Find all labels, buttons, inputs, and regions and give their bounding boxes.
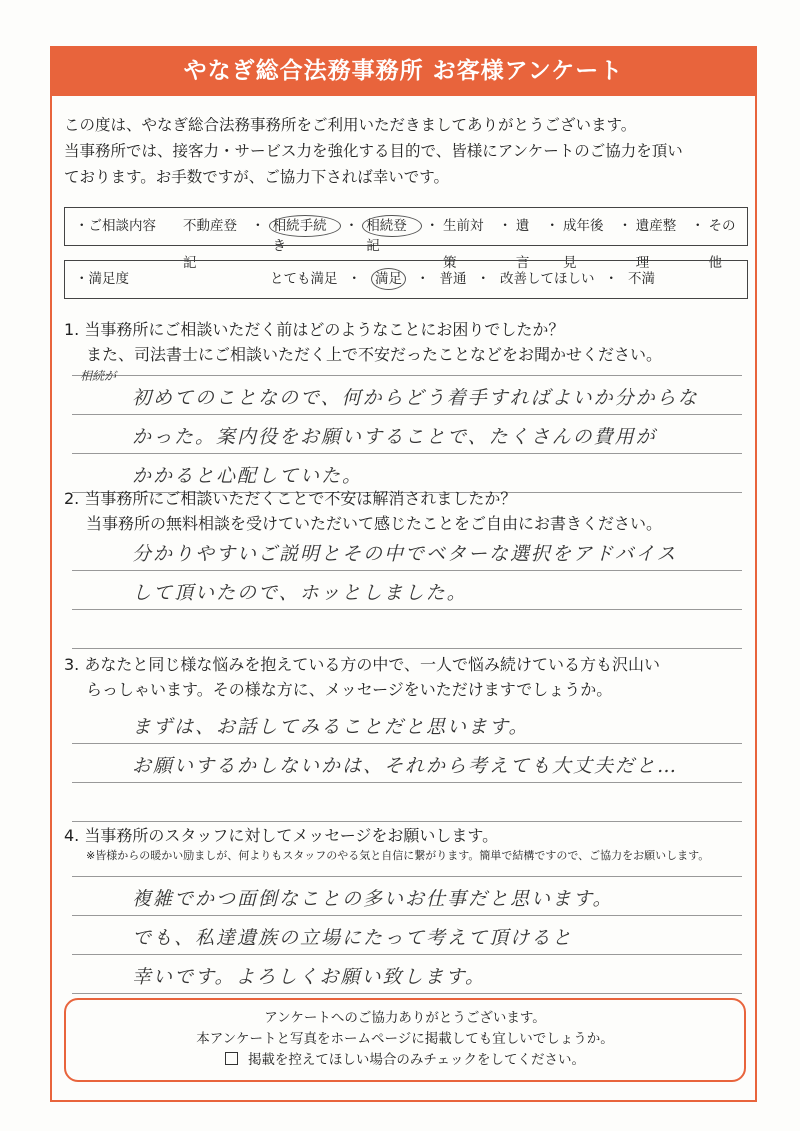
consult-option[interactable]: 生前対策 [443, 218, 484, 271]
handwritten-answer: かかると心配していた。 [132, 465, 364, 487]
publish-optout-checkbox[interactable] [225, 1052, 238, 1065]
handwritten-answer: 初めてのことなので、何からどう着手すればよいか分からな [132, 387, 699, 409]
handwritten-answer: 幸いです。よろしくお願い致します。 [132, 966, 486, 988]
question-text: 4. 当事務所のスタッフに対してメッセージをお願いします。 [64, 826, 499, 845]
consult-option-selected[interactable]: 相続登記 [362, 215, 421, 237]
question-2 [64, 486, 754, 536]
consult-option-selected[interactable]: 相続手続き [269, 215, 341, 237]
consult-box [64, 207, 748, 271]
consult-option[interactable]: 成年後見 [562, 218, 604, 271]
satisfaction-option[interactable]: 普通 [439, 271, 467, 287]
handwritten-answer: 複雑でかつ面倒なことの多いお仕事だと思います。 [132, 888, 614, 910]
handwritten-answer: かった。案内役をお願いすることで、たくさんの費用が [132, 426, 657, 448]
intro-line: ております。お手数ですが、ご協力下されば幸いです。 [64, 168, 450, 186]
handwritten-answer: でも、私達遺族の立場にたって考えて頂けると [132, 927, 574, 949]
consult-option[interactable]: 不動産登記 [183, 218, 237, 271]
handwritten-answer: 分かりやすいご説明とその中でベターな選択をアドバイス [132, 543, 678, 565]
satisfaction-options: とても満足 ・ 満足 ・ 普通 ・ 改善してほしい ・ 不満 [270, 261, 655, 298]
intro-text [64, 112, 744, 190]
question-3 [64, 652, 754, 702]
satisfaction-box [64, 260, 748, 299]
question-note: ※皆様からの暖かい励ましが、何よりもスタッフのやる気と自信に繋がります。簡単で結構ですので、ご協力をお願いします。 [86, 849, 710, 862]
page-title: やなぎ総合法務事務所 お客様アンケート [50, 46, 757, 96]
handwritten-answer: お願いするかしないかは、それから考えても大丈夫だと… [132, 755, 679, 777]
question-text: 1. 当事務所にご相談いただく前はどのようなことにお困りでしたか？ [64, 320, 565, 339]
handwritten-answer: まずは、お話してみることだと思います。 [132, 716, 530, 738]
satisfaction-option-selected[interactable]: 満足 [371, 268, 406, 290]
answer-2[interactable] [72, 532, 742, 649]
answer-1[interactable] [72, 337, 742, 493]
publish-optout [66, 1050, 744, 1071]
consent-box [64, 998, 746, 1082]
satisfaction-option[interactable]: 改善してほしい [500, 271, 595, 287]
question-text: また、司法書士にご相談いただく上で不安だったことなどをお聞かせください。 [86, 345, 663, 364]
answer-3[interactable] [72, 705, 742, 822]
consult-options: 不動産登記 ・ 相続手続き ・ 相続登記 ・ 生前対策 ・ 遺言 ・ 成年後見 ・ 遺産整理 ・ その他 [183, 208, 747, 282]
footer-text: アンケートへのご協力ありがとうございます。 [264, 1010, 546, 1026]
consult-option[interactable]: 遺言 [515, 218, 530, 271]
question-text: 2. 当事務所にご相談いただくことで不安は解消されましたか？ [64, 489, 517, 508]
intro-line: この度は、やなぎ総合法務事務所をご利用いただきましてありがとうございます。 [64, 116, 637, 134]
footer-text: 本アンケートと写真をホームページに掲載しても宜しいでしょうか。 [196, 1031, 614, 1047]
satisfaction-option[interactable]: とても満足 [270, 271, 338, 287]
consult-option[interactable]: その他 [708, 218, 736, 271]
satisfaction-option[interactable]: 不満 [628, 271, 655, 287]
answer-4[interactable] [72, 838, 742, 994]
consult-label: ・ご相談内容 [75, 218, 156, 234]
handwritten-note: 相続が [80, 369, 117, 383]
question-text: 3. あなたと同じ様な悩みを抱えている方の中で、一人で悩み続けている方も沢山い [64, 655, 661, 674]
handwritten-answer: して頂いたので、ホッとしました。 [132, 582, 468, 604]
intro-line: 当事務所では、接客力・サービス力を強化する目的で、皆様にアンケートのご協力を頂い [64, 142, 683, 160]
checkbox-label: 掲載を控えてほしい場合のみチェックをしてください。 [247, 1052, 586, 1068]
question-text: らっしゃいます。その様な方に、メッセージをいただけますでしょうか。 [86, 680, 613, 699]
question-text: 当事務所の無料相談を受けていただいて感じたことをご自由にお書きください。 [86, 514, 663, 533]
consult-option[interactable]: 遺産整理 [635, 218, 677, 271]
satisfaction-label: ・満足度 [75, 271, 129, 287]
